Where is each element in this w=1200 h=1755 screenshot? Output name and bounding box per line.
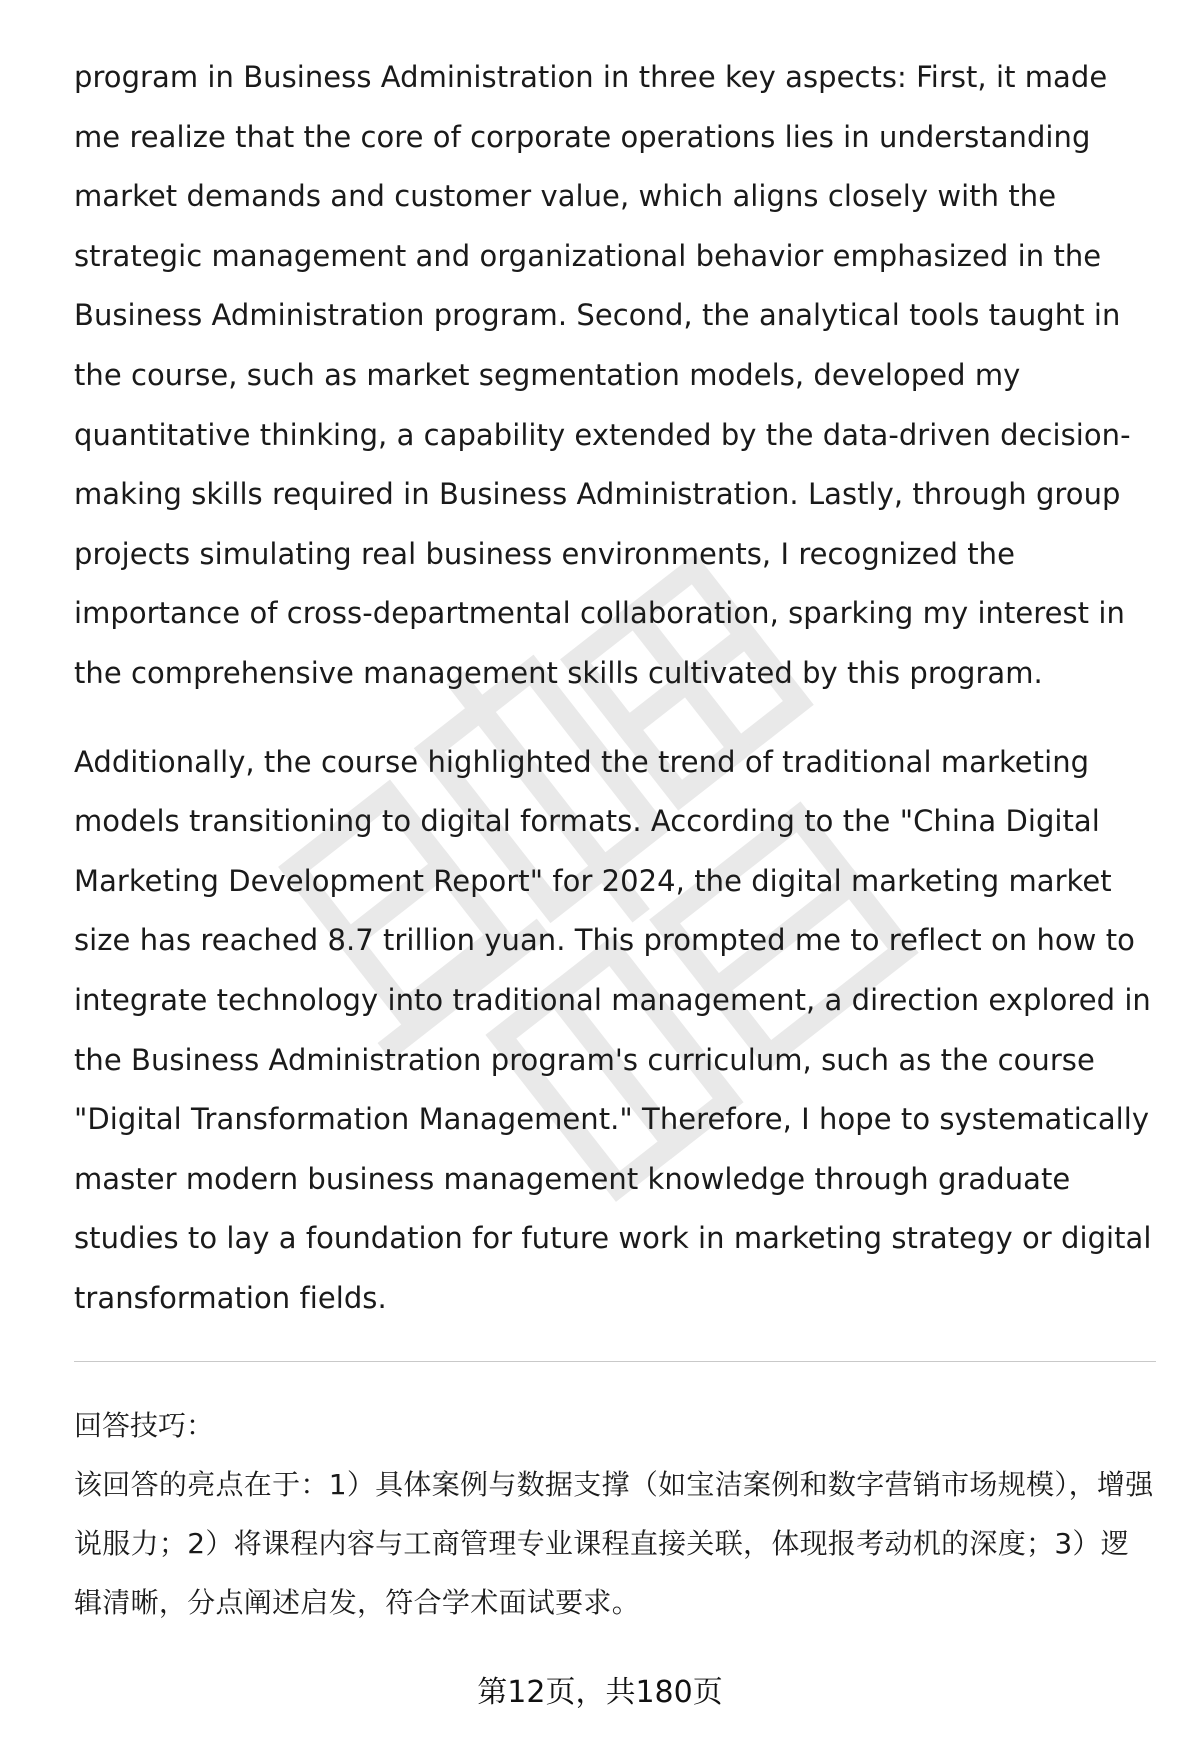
paragraph-1: program in Business Administration in three key aspects: First, it made me realize that the core of corporate operations lies in understanding market demands and customer value, which aligns closely with the strategic management and organizational behavior emphasized in the Business Administration program. Second, the analytical tools taught in the course, such as market segmentation models, developed my quantitative thinking, a capability extended by the data-driven decision-making skills required in Business Administration. Lastly, through group projects simulating real business environments, I recognized the importance of cross-departmental collaboration, sparking my interest in the comprehensive management skills cultivated by this program. [74, 60, 1131, 690]
answer-tips [74, 1396, 1154, 1632]
paragraph-2: Additionally, the course highlighted the trend of traditional marketing models transitioning to digital formats. According to the "China Digital Marketing Development Report" for 2024, the digital marketing market size has reached 8.7 trillion yuan. This prompted me to reflect on how to integrate technology into traditional management, a direction explored in the Business Administration program's curriculum, such as the course "Digital Transformation Management." Therefore, I hope to systematically master modern business management knowledge through graduate studies to lay a foundation for future work in marketing strategy or digital transformation fields. [74, 744, 1152, 1315]
main-text [74, 48, 1154, 1328]
tips-heading: 回答技巧： [74, 1409, 215, 1442]
page-number: 第12页，共180页 [477, 1675, 723, 1710]
section-divider [74, 1361, 1156, 1362]
tips-text: 该回答的亮点在于：1）具体案例与数据支撑（如宝洁案例和数字营销市场规模），增强说服力；2）将课程内容与工商管理专业课程直接关联，体现报考动机的深度；3）逻辑清晰，分点阐述启发，符合学术面试要求。 [74, 1468, 1154, 1619]
